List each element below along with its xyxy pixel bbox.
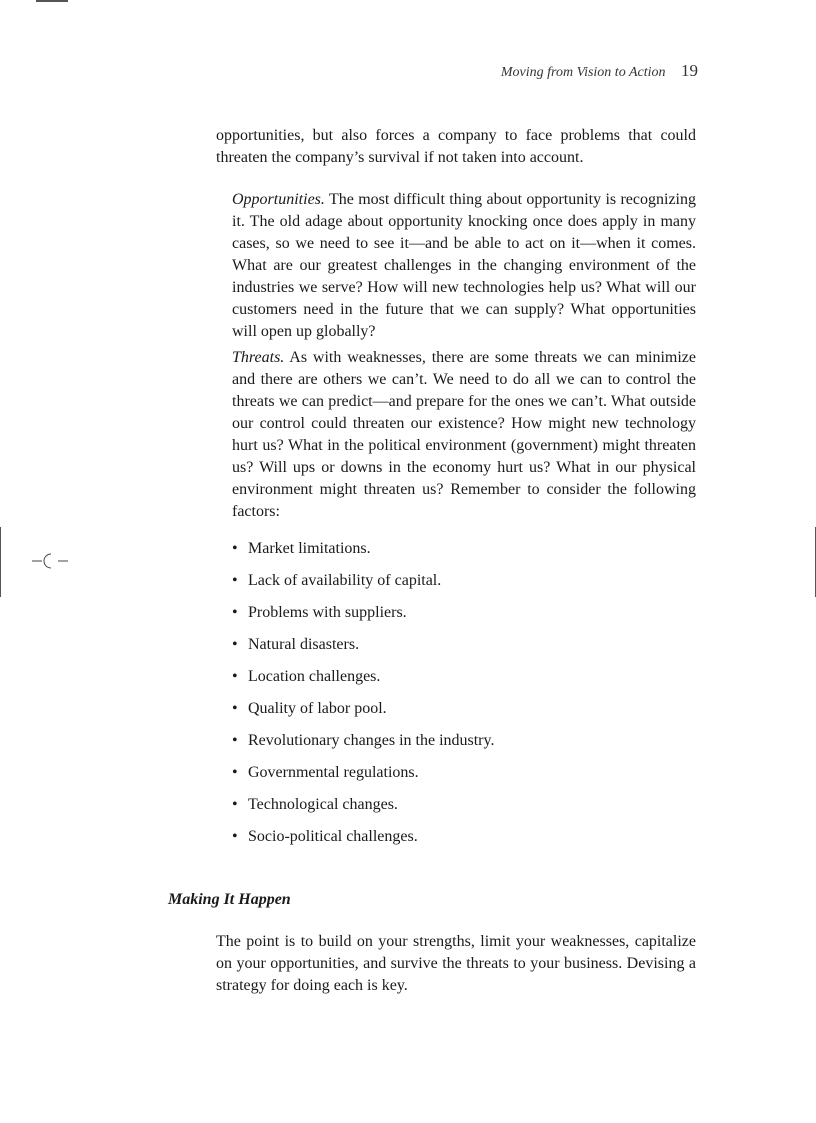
- section-paragraph: The point is to build on your strengths, limit your weaknesses, capitalize on your opportunities, and survive the threats to your business. Devising a strategy for doing each is key.: [216, 933, 696, 994]
- bullet-icon: •: [232, 828, 238, 845]
- list-item: [232, 698, 696, 730]
- threats-label: Threats.: [232, 349, 285, 366]
- bullet-icon: •: [232, 732, 238, 749]
- list-item-text: Revolutionary changes in the industry.: [248, 732, 495, 749]
- crop-mark-left: [0, 527, 1, 597]
- list-item-text: Governmental regulations.: [248, 764, 419, 781]
- list-item-text: Quality of labor pool.: [248, 700, 387, 717]
- list-item-text: Market limitations.: [248, 540, 371, 557]
- list-item: [232, 538, 696, 570]
- list-item: [232, 666, 696, 698]
- opportunities-paragraph: [232, 189, 696, 343]
- list-item-text: Technological changes.: [248, 796, 398, 813]
- list-item: [232, 570, 696, 602]
- list-item: [232, 794, 696, 826]
- bullet-icon: •: [232, 636, 238, 653]
- list-item-text: Location challenges.: [248, 668, 381, 685]
- list-item: [232, 634, 696, 666]
- bullet-icon: •: [232, 700, 238, 717]
- list-item: [232, 602, 696, 634]
- registration-mark-icon: [30, 551, 70, 571]
- section-heading: Making It Happen: [168, 891, 291, 908]
- list-item: [232, 826, 696, 858]
- list-item-text: Natural disasters.: [248, 636, 360, 653]
- list-item-text: Socio-political challenges.: [248, 828, 418, 845]
- bullet-icon: •: [232, 668, 238, 685]
- bullet-icon: •: [232, 764, 238, 781]
- crop-mark-top: [36, 0, 68, 2]
- opportunities-label: Opportunities.: [232, 191, 325, 208]
- bullet-icon: •: [232, 572, 238, 589]
- list-item-text: Problems with suppliers.: [248, 604, 407, 621]
- bullet-icon: •: [232, 796, 238, 813]
- opportunities-text: The most difficult thing about opportunity is recognizing it. The old adage about opportunity knocking once does apply in many cases, so we need to see it—and be able to act on it—when it comes. What are our greatest challenges in the changing environment of the industries we serve? How will new technologies help us? What will our customers need in the future that we can supply? What opportunities will open up globally?: [232, 191, 696, 340]
- factors-list: [232, 538, 696, 858]
- bullet-icon: •: [232, 540, 238, 557]
- running-head-title: Moving from Vision to Action: [500, 65, 666, 80]
- bullet-icon: •: [232, 604, 238, 621]
- list-item: [232, 762, 696, 794]
- threats-paragraph: [232, 347, 696, 523]
- threats-text: As with weaknesses, there are some threats we can minimize and there are others we can’t. We need to do all we can to control the threats we can predict—and prepare for the ones we can’t. What outside our control could threaten our existence? How might new technology hurt us? What in the political environment (government) might threaten us? Will ups or downs in the economy hurt us? What in our physical environment might threaten us? Remember to consider the following factors:: [232, 349, 696, 520]
- page-number: 19: [681, 61, 698, 80]
- list-item: [232, 730, 696, 762]
- intro-paragraph: opportunities, but also forces a company to face problems that could threaten the company’s survival if not taken into account.: [216, 127, 696, 166]
- running-head: [501, 61, 698, 81]
- list-item-text: Lack of availability of capital.: [248, 572, 442, 589]
